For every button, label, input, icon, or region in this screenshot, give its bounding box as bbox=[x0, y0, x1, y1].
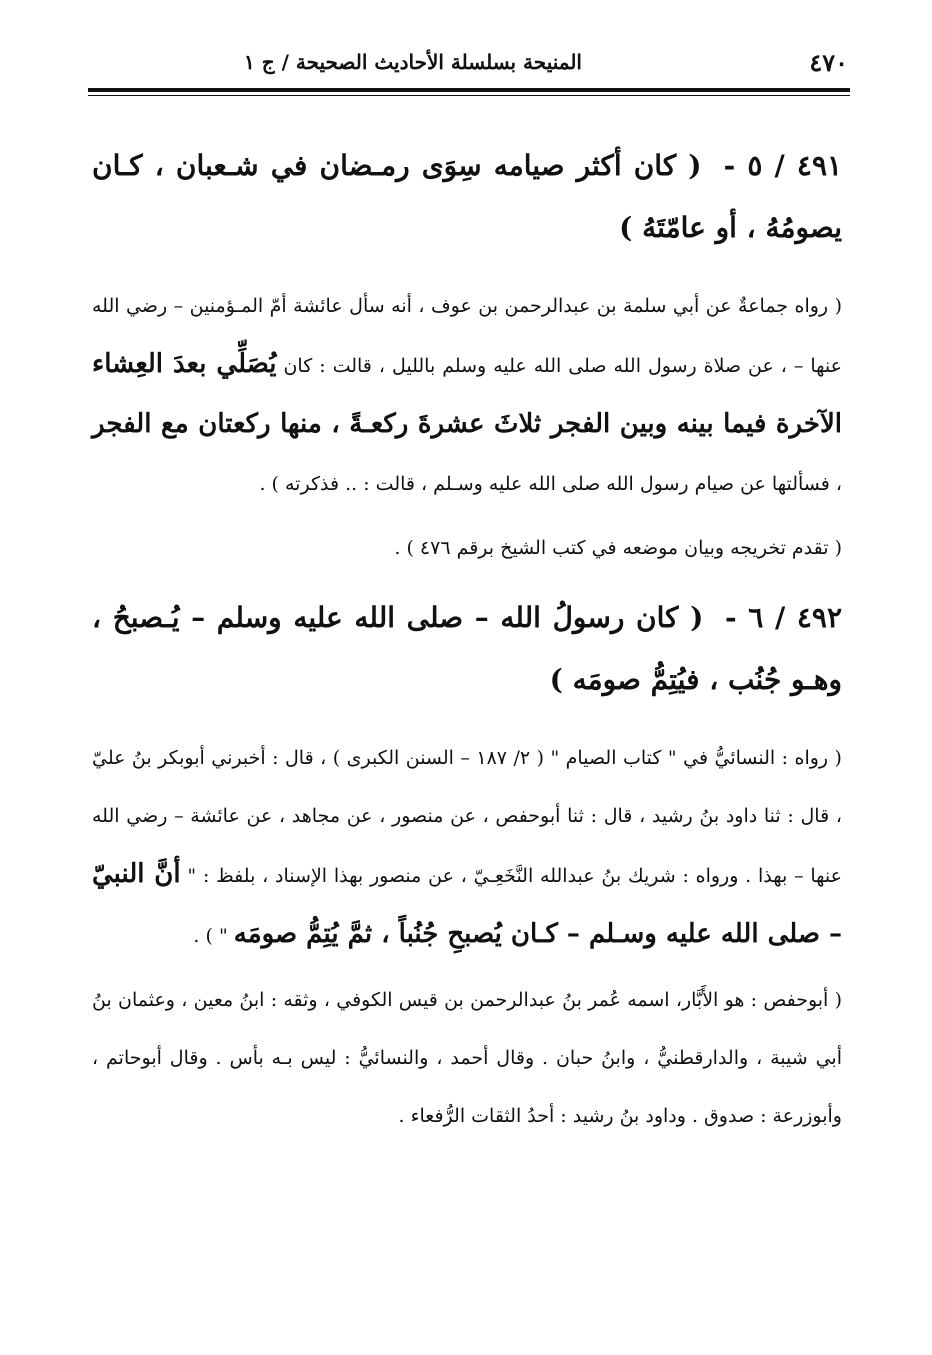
note-emphasis: يُصَلِّي بعدَ العِشاء الآخرة فيما بينه وبين الفجر ثلاثَ عشرةَ ركعـةً ، منها ركعتان مع الفجر bbox=[92, 349, 842, 439]
cross-reference-note bbox=[92, 519, 842, 577]
narrator-note bbox=[92, 971, 842, 1145]
hadith-number: ٤٩١ / ٥ - bbox=[723, 149, 843, 182]
note-text: ( رواه جماعةٌ عن أبي سلمة بن عبدالرحمن بن عوف ، أنه سأل عائشة أمّ المـؤمنين – رضي الله عنها – ، عن صلاة رسول الله صلى الله عليه وسلم بالليل ، قالت : كان bbox=[92, 295, 842, 377]
note-text: ( رواه : النسائيُّ في " كتاب الصيام " ( ٢/ ١٨٧ – السنن الكبرى ) ، قال : أخبرني أبوبكر بنُ عليّ ، قال : ثنا داود بنُ رشيد ، قال : ثنا أبوحفص ، عن منصور ، عن مجاهد ، عن عائشة – رضي الله عنها – بهذا . ورواه : شريك بنُ عبدالله النَّخَعِـيّ ، عن منصور بهذا الإسناد ، بلفظ : " bbox=[92, 747, 842, 887]
header-rule-thin bbox=[88, 95, 850, 96]
note-text: ، فسألتها عن صيام رسول الله صلى الله عليه وسـلم ، قالت : .. فذكرته ) . bbox=[259, 473, 842, 495]
header-rule bbox=[88, 88, 850, 92]
hadith-number: ٤٩٢ / ٦ - bbox=[725, 601, 842, 634]
takhrij-note bbox=[92, 729, 842, 965]
page-body bbox=[92, 135, 842, 1151]
hadith-492 bbox=[92, 587, 842, 711]
hadith-text: ( كان أكثر صيامه سِوَى رمـضان في شـعبان ، كـان يصومُهُ ، أو عامّتَهُ ) bbox=[92, 149, 842, 244]
note-text: ( تقدم تخريجه وبيان موضعه في كتب الشيخ برقم ٤٧٦ ) . bbox=[394, 537, 842, 559]
note-text: ( أبوحفص : هو الأَبَّار، اسمه عُمر بنُ عبدالرحمن بن قيس الكوفي ، وثقه : ابنُ معين ، وعثمان بنُ أبي شيبة ، والدارقطنيُّ ، وابنُ حبان . وقال أحمد ، والنسائيُّ : ليس بـه بأس . وقال أبوحاتم ، وأبوزرعة : صدوق . وداود بنُ رشيد : أحدُ الثقات الرُّفعاء . bbox=[92, 989, 842, 1127]
hadith-491 bbox=[92, 135, 842, 259]
page-number: ٤٧٠ bbox=[809, 48, 848, 77]
hadith-text: ( كان رسولُ الله – صلى الله عليه وسلم – يُـصبحُ ، وهـو جُنُب ، فيُتِمُّ صومَه ) bbox=[92, 601, 842, 696]
takhrij-note bbox=[92, 277, 842, 513]
note-emphasis: أنَّ النبيّ – صلى الله عليه وسـلم – كـان يُصبحِ جُنُباً ، ثمَّ يُتِمُّ صومَه bbox=[92, 859, 842, 949]
running-title: المنيحة بسلسلة الأحاديث الصحيحة / ج ١ bbox=[244, 50, 582, 74]
note-text: " ) . bbox=[193, 925, 228, 947]
page-header bbox=[88, 42, 848, 82]
